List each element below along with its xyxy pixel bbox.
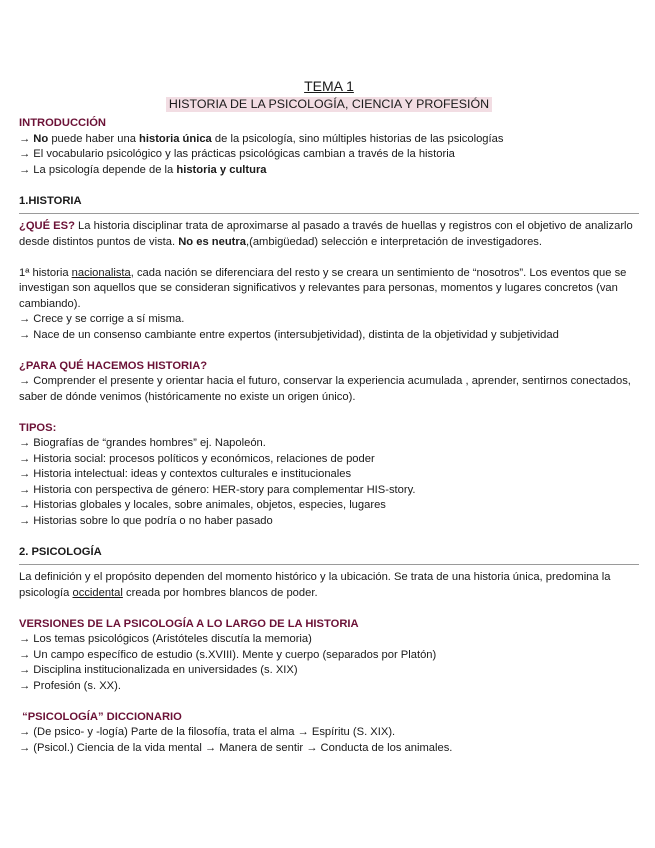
- nacionalista-text-b: , cada nación se diferenciara del resto y se creara un sentimiento de “nosotros”. Los eventos que se investigan son aquellos que se consideran significativos y relevantes para personas, momentos y lugares concretos (van cambiando).: [19, 266, 627, 310]
- tipos-item: → Historias sobre lo que podría o no haber pasado: [19, 514, 273, 527]
- page-title: TEMA 1: [304, 78, 354, 94]
- historia-heading: 1.HISTORIA: [19, 194, 82, 207]
- que-es-text-a: La historia disciplinar trata de aproximarse al pasado a través de huellas y registros con el objetivo de analizarlo desde distintos puntos de vista.: [19, 220, 633, 248]
- tipos-heading: TIPOS:: [19, 421, 57, 434]
- crece-line: → Crece y se corrige a sí misma.: [19, 313, 185, 325]
- psicologia-heading: 2. PSICOLOGÍA: [19, 545, 102, 558]
- spacer: [19, 601, 639, 617]
- diccionario-heading: “PSICOLOGÍA” DICCIONARIO: [19, 710, 182, 723]
- que-es-bold: No es neutra: [178, 235, 246, 248]
- section-divider-psicologia: [19, 564, 639, 565]
- tipos-item: → Historia intelectual: ideas y contextos culturales e institucionales: [19, 468, 352, 480]
- diccionario-item: → (De psico- y -logía) Parte de la filosofía, trata el alma → Espíritu (S. XIX).: [19, 726, 396, 738]
- versiones-item: → Disciplina institucionalizada en universidades (s. XIX): [19, 664, 298, 676]
- definicion-paragraph: [19, 570, 639, 601]
- versiones-item: → Los temas psicológicos (Aristóteles discutía la memoria): [19, 633, 312, 645]
- intro-line-1: [19, 132, 639, 148]
- diccionario-item: → (Psicol.) Ciencia de la vida mental → Manera de sentir → Conducta de los animales.: [19, 741, 453, 754]
- intro-line-2: → El vocabulario psicológico y las prácticas psicológicas cambian a través de la historia: [19, 148, 455, 160]
- spacer: [19, 405, 639, 421]
- que-es-label: ¿QUÉ ES?: [19, 220, 75, 232]
- tipos-item: → Historia social: procesos políticos y económicos, relaciones de poder: [19, 452, 375, 465]
- document-page: [19, 79, 639, 756]
- versiones-item: → Un campo específico de estudio (s.XVIII). Mente y cuerpo (separados por Platón): [19, 648, 437, 661]
- definicion-text-a: La definición y el propósito dependen del momento histórico y la ubicación. Se trata de una historia única, predomina la psicología: [19, 571, 611, 599]
- versiones-heading: VERSIONES DE LA PSICOLOGÍA A LO LARGO DE LA HISTORIA: [19, 617, 359, 630]
- para-que-paragraph: → Comprender el presente y orientar hacia el futuro, conservar la experiencia acumulada , aprender, sentirnos conectados, saber de dónde venimos (históricamente no existe un origen único).: [19, 375, 631, 403]
- intro-heading: INTRODUCCIÓN: [19, 117, 107, 129]
- subtitle-wrapper: [19, 97, 639, 112]
- nace-line: → Nace de un consenso cambiante entre expertos (intersubjetividad), distinta de la objetividad y subjetividad: [19, 328, 559, 341]
- definicion-underlined: occidental: [72, 586, 123, 599]
- intro-line-3-text: → La psicología depende de la: [19, 163, 177, 176]
- que-es-paragraph: [19, 219, 639, 250]
- intro-line-1-bold-no: No: [33, 132, 49, 145]
- page-subtitle: HISTORIA DE LA PSICOLOGÍA, CIENCIA Y PROFESIÓN: [166, 97, 492, 112]
- spacer: [19, 250, 639, 266]
- nacionalista-underlined: nacionalista: [71, 266, 131, 279]
- intro-line-3-bold: historia y cultura: [176, 163, 267, 176]
- nacionalista-text-a: 1ª historia: [19, 266, 72, 279]
- tipos-item: → Biografías de “grandes hombres” ej. Napoleón.: [19, 437, 266, 449]
- intro-line-1-arrow: →: [19, 132, 34, 145]
- intro-line-1-bold-historia: historia única: [139, 132, 212, 145]
- para-que-heading: ¿PARA QUÉ HACEMOS HISTORIA?: [19, 359, 208, 372]
- spacer: [19, 529, 639, 545]
- intro-line-1-text-b: de la psicología, sino múltiples historias de las psicologías: [211, 132, 504, 145]
- spacer: [19, 343, 639, 359]
- que-es-text-b: ,(ambigüedad) selección e interpretación de investigadores.: [245, 235, 543, 248]
- tipos-item: → Historias globales y locales, sobre animales, objetos, especies, lugares: [19, 499, 386, 511]
- intro-line-1-text-a: puede haber una: [48, 132, 140, 145]
- versiones-item: → Profesión (s. XX).: [19, 679, 121, 692]
- spacer: [19, 694, 639, 710]
- spacer: [19, 178, 639, 194]
- intro-line-3: [19, 163, 639, 179]
- nacionalista-paragraph: [19, 266, 639, 313]
- tipos-item: → Historia con perspectiva de género: HER-story para complementar HIS-story.: [19, 483, 416, 496]
- definicion-text-b: creada por hombres blancos de poder.: [122, 586, 318, 599]
- section-divider-historia: [19, 213, 639, 214]
